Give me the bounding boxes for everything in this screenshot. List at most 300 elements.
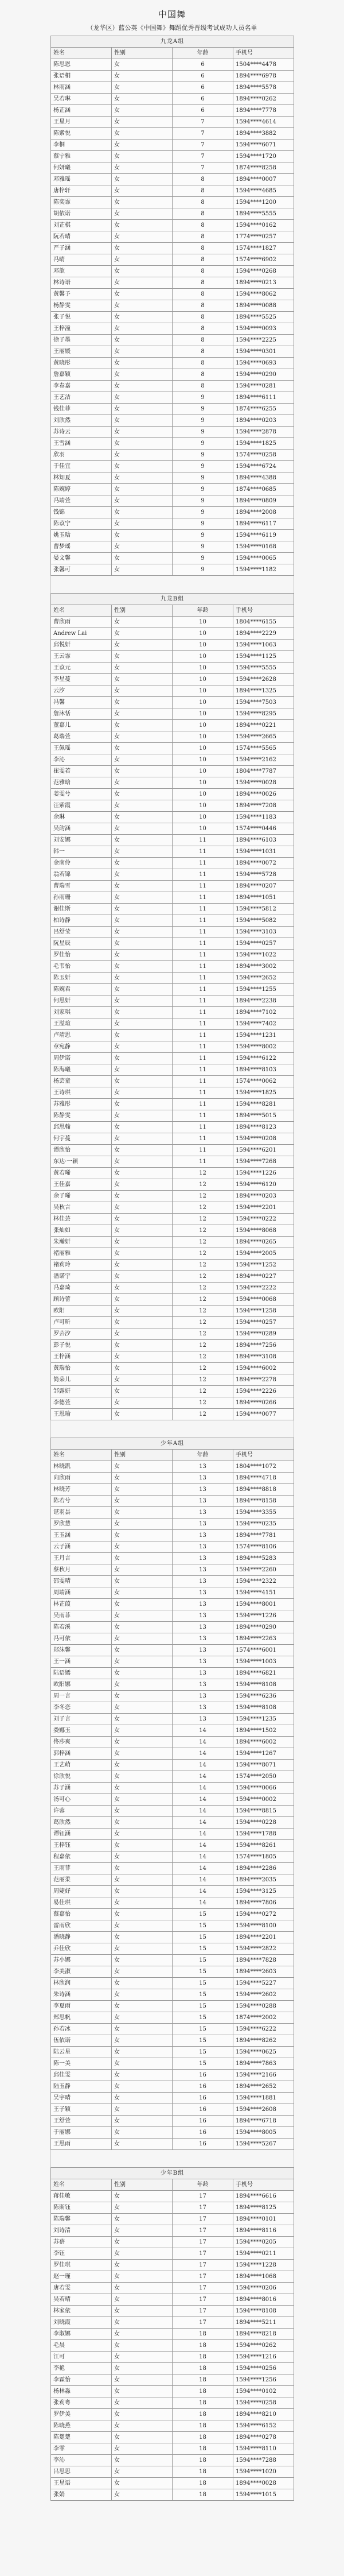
age-cell: 13 xyxy=(173,1702,233,1714)
name-cell: 江可 xyxy=(51,2352,112,2363)
phone-cell: 1894****0203 xyxy=(233,415,294,427)
gender-cell: 女 xyxy=(112,2012,173,2024)
gender-cell: 女 xyxy=(112,254,173,266)
gender-cell: 女 xyxy=(112,277,173,289)
age-cell: 14 xyxy=(173,1874,233,1886)
name-cell: 张子悦 xyxy=(51,312,112,323)
column-header: 手机号 xyxy=(233,2179,294,2191)
phone-cell: 1894****6117 xyxy=(233,518,294,530)
phone-cell: 1594****5555 xyxy=(233,663,294,674)
name-cell: 林雨涵 xyxy=(51,82,112,94)
phone-cell: 1574****6001 xyxy=(233,1645,294,1656)
name-cell: 章宛静 xyxy=(51,1041,112,1053)
age-cell: 12 xyxy=(173,1214,233,1225)
gender-cell: 女 xyxy=(112,1874,173,1886)
table-row xyxy=(51,1633,294,1645)
table-row xyxy=(51,766,294,777)
age-cell: 11 xyxy=(173,973,233,984)
phone-cell: 1594****2665 xyxy=(233,731,294,743)
table-row xyxy=(51,915,294,927)
name-cell: 陈瑞馨 xyxy=(51,2214,112,2225)
age-cell: 10 xyxy=(173,800,233,812)
age-cell: 8 xyxy=(173,346,233,358)
table-row xyxy=(51,1248,294,1260)
gender-cell: 女 xyxy=(112,1541,173,1553)
age-cell: 11 xyxy=(173,1087,233,1099)
gender-cell: 女 xyxy=(112,2116,173,2127)
age-cell: 15 xyxy=(173,2024,233,2035)
age-cell: 18 xyxy=(173,2432,233,2443)
gender-cell: 女 xyxy=(112,117,173,128)
name-cell: 郑沫馨 xyxy=(51,1645,112,1656)
table-row xyxy=(51,1587,294,1599)
name-cell: 李钰 xyxy=(51,2248,112,2260)
gender-cell: 女 xyxy=(112,1041,173,1053)
gender-cell: 女 xyxy=(112,1932,173,1943)
gender-cell: 女 xyxy=(112,174,173,185)
name-cell: 王艺洁 xyxy=(51,392,112,404)
name-cell: 孙若冰 xyxy=(51,2024,112,2035)
name-cell: 董嘉儿 xyxy=(51,720,112,731)
phone-cell: 1894****2238 xyxy=(233,995,294,1007)
gender-cell: 女 xyxy=(112,1374,173,1386)
age-cell: 13 xyxy=(173,1587,233,1599)
phone-cell: 1894****1502 xyxy=(233,1725,294,1737)
name-cell: 吕思思 xyxy=(51,2466,112,2478)
table-row xyxy=(51,2397,294,2409)
phone-cell: 1594****2005 xyxy=(233,1248,294,1260)
table-row xyxy=(51,392,294,404)
table-row xyxy=(51,2386,294,2397)
age-cell: 12 xyxy=(173,1386,233,1397)
table-row xyxy=(51,663,294,674)
gender-cell: 女 xyxy=(112,881,173,892)
phone-cell: 1574****6902 xyxy=(233,254,294,266)
phone-cell: 1874****8258 xyxy=(233,162,294,174)
age-cell: 12 xyxy=(173,1306,233,1317)
age-cell: 15 xyxy=(173,2035,233,2047)
gender-cell: 女 xyxy=(112,415,173,427)
table-row xyxy=(51,777,294,789)
age-cell: 17 xyxy=(173,2283,233,2294)
gender-cell: 女 xyxy=(112,2489,173,2501)
phone-cell: 1594****8108 xyxy=(233,2306,294,2317)
table-row xyxy=(51,1541,294,1553)
age-cell: 9 xyxy=(173,438,233,450)
gender-cell: 女 xyxy=(112,438,173,450)
age-cell: 7 xyxy=(173,117,233,128)
age-cell: 15 xyxy=(173,1989,233,2001)
gender-cell: 女 xyxy=(112,1328,173,1340)
table-row xyxy=(51,1737,294,1748)
phone-cell: 1504****4478 xyxy=(233,59,294,71)
name-cell: 毛韦怡 xyxy=(51,961,112,973)
gender-cell: 女 xyxy=(112,720,173,731)
gender-cell: 女 xyxy=(112,1248,173,1260)
name-cell: 李春嘉 xyxy=(51,381,112,392)
gender-cell: 女 xyxy=(112,1363,173,1374)
table-row xyxy=(51,2248,294,2260)
phone-cell: 1594****2162 xyxy=(233,754,294,766)
phone-cell: 1594****1063 xyxy=(233,640,294,651)
phone-cell: 1894****7806 xyxy=(233,1897,294,1909)
table-row xyxy=(51,450,294,461)
section-header-row xyxy=(51,36,294,48)
phone-cell: 1594****1216 xyxy=(233,2352,294,2363)
gender-cell: 女 xyxy=(112,335,173,346)
age-cell: 18 xyxy=(173,2352,233,2363)
table-row xyxy=(51,1087,294,1099)
phone-cell: 1894****5015 xyxy=(233,1110,294,1122)
age-cell: 17 xyxy=(173,2306,233,2317)
name-cell: 王恩瑜 xyxy=(51,1409,112,1420)
gender-cell: 女 xyxy=(112,1351,173,1363)
name-cell: 王艺萌 xyxy=(51,1760,112,1771)
age-cell: 10 xyxy=(173,743,233,754)
gender-cell: 女 xyxy=(112,904,173,915)
phone-cell: 1594****4151 xyxy=(233,1587,294,1599)
table-row xyxy=(51,162,294,174)
age-cell: 10 xyxy=(173,812,233,823)
name-cell: 邱悦妍 xyxy=(51,640,112,651)
name-cell: 金南伶 xyxy=(51,858,112,869)
age-cell: 14 xyxy=(173,1886,233,1897)
table-row xyxy=(51,1553,294,1564)
table-row xyxy=(51,507,294,518)
name-cell: 陈楚楚 xyxy=(51,2432,112,2443)
name-cell: 晏文馨 xyxy=(51,553,112,564)
age-cell: 10 xyxy=(173,663,233,674)
phone-cell: 1594****1235 xyxy=(233,1714,294,1725)
age-cell: 14 xyxy=(173,1748,233,1760)
age-cell: 10 xyxy=(173,823,233,835)
gender-cell: 女 xyxy=(112,2340,173,2352)
name-cell: 詹沐恬 xyxy=(51,708,112,720)
gender-cell: 女 xyxy=(112,1656,173,1668)
name-cell: 张馨可 xyxy=(51,564,112,576)
phone-cell: 1894****4388 xyxy=(233,472,294,484)
age-cell: 11 xyxy=(173,1156,233,1168)
age-cell: 9 xyxy=(173,484,233,495)
phone-cell: 1894****7781 xyxy=(233,1530,294,1541)
gender-cell: 女 xyxy=(112,1645,173,1656)
table-row xyxy=(51,1053,294,1064)
table-row xyxy=(51,2466,294,2478)
spacer-cell xyxy=(51,2150,294,2168)
table-row xyxy=(51,800,294,812)
age-cell: 9 xyxy=(173,404,233,415)
age-cell: 9 xyxy=(173,461,233,472)
table-row xyxy=(51,427,294,438)
table-row xyxy=(51,1714,294,1725)
column-header: 性别 xyxy=(112,2179,173,2191)
table-row xyxy=(51,1874,294,1886)
table-row xyxy=(51,984,294,995)
name-cell: 阮星辰 xyxy=(51,938,112,950)
age-cell: 7 xyxy=(173,128,233,140)
phone-cell: 1894****7208 xyxy=(233,800,294,812)
table-row xyxy=(51,346,294,358)
age-cell: 11 xyxy=(173,1145,233,1156)
gender-cell: 女 xyxy=(112,1237,173,1248)
name-cell: 黄馨予 xyxy=(51,289,112,300)
phone-cell: 1874****6255 xyxy=(233,404,294,415)
name-cell: 钱锦 xyxy=(51,507,112,518)
age-cell: 14 xyxy=(173,1725,233,1737)
gender-cell: 女 xyxy=(112,892,173,904)
name-cell: 程嘉依 xyxy=(51,1851,112,1863)
gender-cell: 女 xyxy=(112,1748,173,1760)
age-cell: 17 xyxy=(173,2248,233,2260)
phone-cell: 1894****0278 xyxy=(233,2432,294,2443)
table-row xyxy=(51,530,294,541)
table-row xyxy=(51,1461,294,1473)
age-cell: 14 xyxy=(173,1851,233,1863)
table-row xyxy=(51,1397,294,1409)
name-cell: 李霏 xyxy=(51,2443,112,2455)
name-cell: 汤可心 xyxy=(51,1794,112,1806)
gender-cell: 女 xyxy=(112,1409,173,1420)
name-cell: 潘诺宇 xyxy=(51,1271,112,1283)
phone-cell: 1594****1267 xyxy=(233,1748,294,1760)
age-cell: 8 xyxy=(173,300,233,312)
age-cell: 11 xyxy=(173,1076,233,1087)
phone-cell: 1894****7828 xyxy=(233,1955,294,1966)
table-row xyxy=(51,2225,294,2237)
gender-cell: 女 xyxy=(112,2271,173,2283)
gender-cell: 女 xyxy=(112,1225,173,1237)
table-row xyxy=(51,812,294,823)
phone-cell: 1594****5082 xyxy=(233,915,294,927)
gender-cell: 女 xyxy=(112,1496,173,1507)
name-cell: 张娟 xyxy=(51,2489,112,2501)
name-cell: 朱瀚妍 xyxy=(51,1237,112,1248)
gender-cell: 女 xyxy=(112,2139,173,2150)
name-cell: 褚莉玲 xyxy=(51,1260,112,1271)
phone-cell: 1574****1827 xyxy=(233,243,294,254)
age-cell: 17 xyxy=(173,2225,233,2237)
name-cell: 王雪涵 xyxy=(51,438,112,450)
name-cell: 于丽娜 xyxy=(51,2127,112,2139)
phone-cell: 1874****0685 xyxy=(233,484,294,495)
name-cell: 詹嘉颖 xyxy=(51,369,112,381)
table-row xyxy=(51,1519,294,1530)
gender-cell: 女 xyxy=(112,2237,173,2248)
table-row xyxy=(51,1564,294,1576)
name-cell: 王梓潼 xyxy=(51,323,112,335)
gender-cell: 女 xyxy=(112,1179,173,1191)
age-cell: 14 xyxy=(173,1829,233,1840)
name-cell: 苏雅彤 xyxy=(51,1099,112,1110)
phone-cell: 1594****2201 xyxy=(233,1202,294,1214)
table-row xyxy=(51,731,294,743)
gender-cell: 女 xyxy=(112,1202,173,1214)
age-cell: 7 xyxy=(173,151,233,162)
phone-cell: 1894****7102 xyxy=(233,1007,294,1018)
phone-cell: 1894****0026 xyxy=(233,789,294,800)
name-cell: 冯可依 xyxy=(51,1633,112,1645)
name-cell: 蔡宁雅 xyxy=(51,151,112,162)
age-cell: 8 xyxy=(173,312,233,323)
table-row xyxy=(51,105,294,117)
gender-cell: 女 xyxy=(112,300,173,312)
name-cell: 赵一瑾 xyxy=(51,2271,112,2283)
gender-cell: 女 xyxy=(112,754,173,766)
table-row xyxy=(51,2047,294,2058)
age-cell: 16 xyxy=(173,2081,233,2093)
name-cell: 郭梓涵 xyxy=(51,1748,112,1760)
gender-cell: 女 xyxy=(112,1771,173,1783)
phone-cell: 1894****0072 xyxy=(233,858,294,869)
age-cell: 11 xyxy=(173,1133,233,1145)
gender-cell: 女 xyxy=(112,1110,173,1122)
phone-cell: 1594****0002 xyxy=(233,1794,294,1806)
gender-cell: 女 xyxy=(112,1064,173,1076)
phone-cell: 1574****0446 xyxy=(233,823,294,835)
age-cell: 18 xyxy=(173,2329,233,2340)
phone-cell: 1594****2652 xyxy=(233,973,294,984)
gender-cell: 女 xyxy=(112,2409,173,2420)
gender-cell: 女 xyxy=(112,404,173,415)
name-cell: 邓雅瑶 xyxy=(51,174,112,185)
phone-cell: 1574****5565 xyxy=(233,743,294,754)
gender-cell: 女 xyxy=(112,2443,173,2455)
name-cell: 陈婉婷 xyxy=(51,484,112,495)
phone-cell: 1594****3103 xyxy=(233,927,294,938)
age-cell: 6 xyxy=(173,59,233,71)
age-cell: 17 xyxy=(173,2214,233,2225)
column-header: 手机号 xyxy=(233,605,294,617)
phone-cell: 1894****8158 xyxy=(233,1496,294,1507)
name-cell: 杨林淼 xyxy=(51,2386,112,2397)
phone-cell: 1594****4685 xyxy=(233,185,294,197)
table-row xyxy=(51,697,294,708)
phone-cell: 1594****0065 xyxy=(233,553,294,564)
phone-cell: 1594****1022 xyxy=(233,950,294,961)
age-cell: 12 xyxy=(173,1363,233,1374)
table-row xyxy=(51,2081,294,2093)
age-cell: 12 xyxy=(173,1328,233,1340)
name-cell: 刘芷棋 xyxy=(51,220,112,231)
age-cell: 11 xyxy=(173,1110,233,1122)
table-row xyxy=(51,1760,294,1771)
age-cell: 7 xyxy=(173,140,233,151)
table-row xyxy=(51,289,294,300)
table-row xyxy=(51,1064,294,1076)
phone-cell: 1594****0272 xyxy=(233,1909,294,1920)
name-cell: 刘子言 xyxy=(51,1714,112,1725)
phone-cell: 1594****8100 xyxy=(233,1920,294,1932)
phone-cell: 1894****7778 xyxy=(233,105,294,117)
age-cell: 9 xyxy=(173,495,233,507)
name-cell: 陈斯钰 xyxy=(51,2202,112,2214)
phone-cell: 1594****0028 xyxy=(233,777,294,789)
phone-cell: 1894****5283 xyxy=(233,1553,294,1564)
gender-cell: 女 xyxy=(112,185,173,197)
table-row xyxy=(51,674,294,685)
table-row xyxy=(51,369,294,381)
phone-cell: 1804****6155 xyxy=(233,617,294,628)
phone-cell: 1594****6122 xyxy=(233,1053,294,1064)
age-cell: 18 xyxy=(173,2455,233,2466)
table-row xyxy=(51,197,294,208)
table-row xyxy=(51,1783,294,1794)
gender-cell: 女 xyxy=(112,1122,173,1133)
age-cell: 12 xyxy=(173,1283,233,1294)
age-cell: 8 xyxy=(173,231,233,243)
name-cell: 陈静雯 xyxy=(51,1110,112,1122)
name-cell: 黄若晞 xyxy=(51,1168,112,1179)
table-row xyxy=(51,938,294,950)
phone-cell: 1594****8110 xyxy=(233,2443,294,2455)
name-cell: 陈玉妍 xyxy=(51,973,112,984)
phone-cell: 1574****8106 xyxy=(233,1541,294,1553)
gender-cell: 女 xyxy=(112,1691,173,1702)
age-cell: 14 xyxy=(173,1806,233,1817)
table-row xyxy=(51,2202,294,2214)
phone-cell: 1894****4718 xyxy=(233,1473,294,1484)
table-row xyxy=(51,1576,294,1587)
table-row xyxy=(51,1955,294,1966)
gender-cell: 女 xyxy=(112,1214,173,1225)
age-cell: 13 xyxy=(173,1541,233,1553)
gender-cell: 女 xyxy=(112,1897,173,1909)
age-cell: 15 xyxy=(173,2058,233,2070)
gender-cell: 女 xyxy=(112,220,173,231)
age-cell: 14 xyxy=(173,1863,233,1874)
gender-cell: 女 xyxy=(112,2329,173,2340)
gender-cell: 女 xyxy=(112,231,173,243)
age-cell: 18 xyxy=(173,2386,233,2397)
table-row xyxy=(51,254,294,266)
phone-cell: 1894****8218 xyxy=(233,2329,294,2340)
phone-cell: 1594****2602 xyxy=(233,1989,294,2001)
name-cell: 崔雯若 xyxy=(51,766,112,777)
gender-cell: 女 xyxy=(112,162,173,174)
name-cell: 邱佳雯 xyxy=(51,2070,112,2081)
table-row xyxy=(51,208,294,220)
age-cell: 11 xyxy=(173,995,233,1007)
phone-cell: 1894****3882 xyxy=(233,128,294,140)
gender-cell: 女 xyxy=(112,1133,173,1145)
gender-cell: 女 xyxy=(112,1553,173,1564)
gender-cell: 女 xyxy=(112,858,173,869)
age-cell: 8 xyxy=(173,335,233,346)
table-row xyxy=(51,1294,294,1306)
gender-cell: 女 xyxy=(112,266,173,277)
column-header: 姓名 xyxy=(51,605,112,617)
gender-cell: 女 xyxy=(112,685,173,697)
column-header: 性别 xyxy=(112,1450,173,1461)
name-cell: 娄娜玉 xyxy=(51,1725,112,1737)
gender-cell: 女 xyxy=(112,564,173,576)
table-row xyxy=(51,685,294,697)
phone-cell: 1594****0066 xyxy=(233,1783,294,1794)
age-cell: 8 xyxy=(173,289,233,300)
phone-cell: 1594****2225 xyxy=(233,335,294,346)
section-spacer xyxy=(51,576,294,594)
age-cell: 11 xyxy=(173,904,233,915)
phone-cell: 1594****0289 xyxy=(233,1328,294,1340)
age-cell: 8 xyxy=(173,185,233,197)
gender-cell: 女 xyxy=(112,1461,173,1473)
section-label: 九龙B组 xyxy=(51,594,294,605)
name-cell: 王子颖 xyxy=(51,2104,112,2116)
table-row xyxy=(51,1099,294,1110)
age-cell: 14 xyxy=(173,1737,233,1748)
name-cell: 周一言 xyxy=(51,1691,112,1702)
table-row xyxy=(51,1840,294,1851)
